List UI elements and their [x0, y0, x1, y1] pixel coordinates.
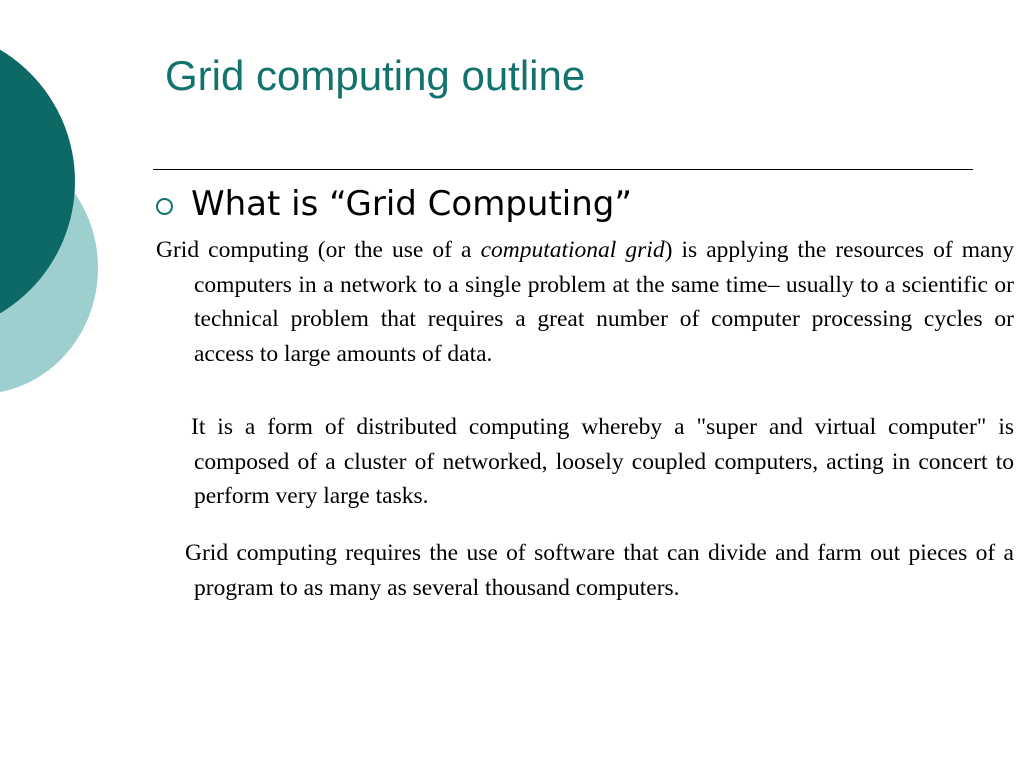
definition-text-start: Grid computing (or the use of a — [156, 237, 481, 263]
definition-paragraph — [156, 233, 1014, 371]
definition-emphasis: computational grid — [480, 237, 665, 263]
bullet-item — [156, 178, 632, 230]
bullet-text: What is “Grid Computing” — [191, 184, 632, 224]
hollow-circle-bullet-icon — [156, 198, 173, 215]
slide-title: Grid computing outline — [165, 52, 586, 99]
distributed-computing-paragraph: It is a form of distributed computing whereby a "super and virtual computer" is composed of a cluster of networked, loosely coupled computers, acting in concert to perform very large tasks. — [191, 414, 1014, 509]
software-requirement-paragraph: Grid computing requires the use of software that can divide and farm out pieces of a program to as many as several thousand computers. — [185, 540, 1014, 601]
definition-text-end: ) is applying the resources of many computers in a network to a single problem at the same time– usually to a scientific or technical problem that requires a great number of computer processing cycles or access to large amounts of data. — [194, 237, 1014, 367]
title-divider — [153, 169, 973, 170]
